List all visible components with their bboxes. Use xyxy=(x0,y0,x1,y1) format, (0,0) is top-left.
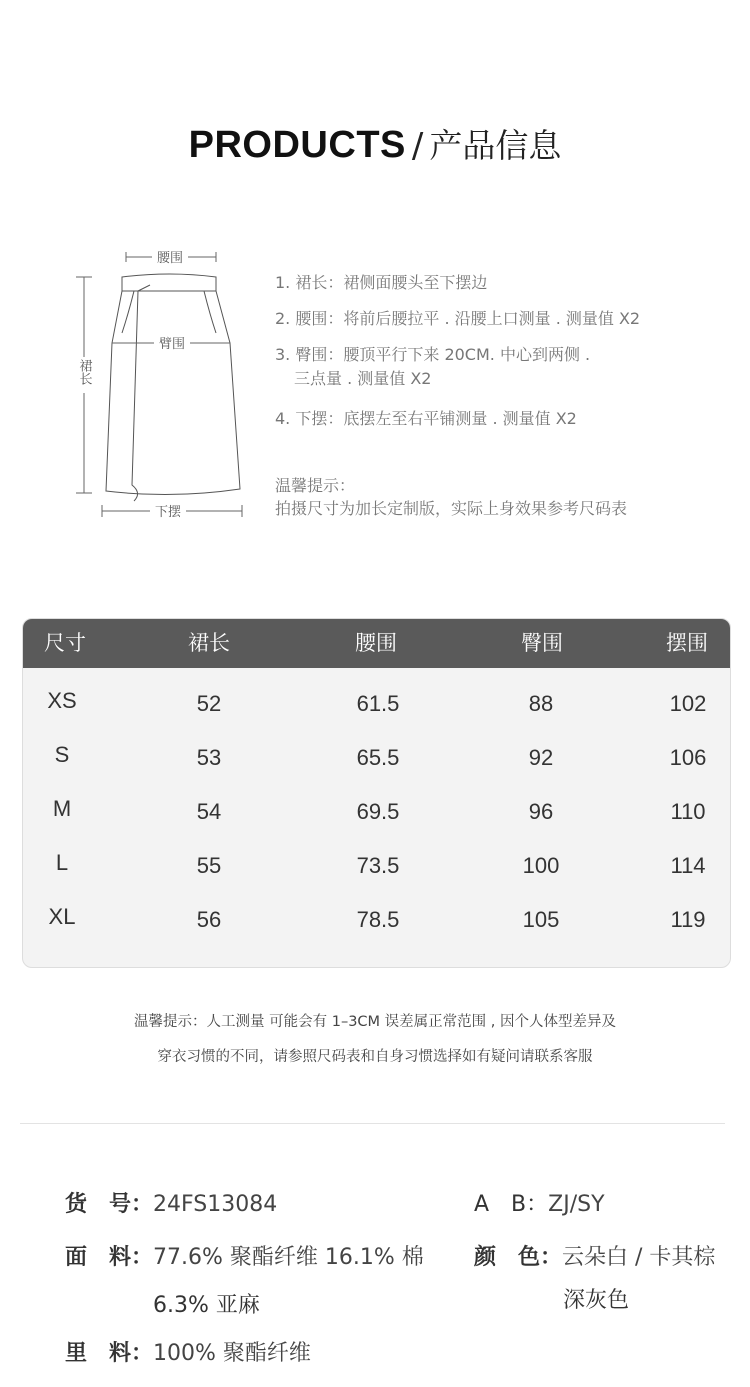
length-label: 裙长 xyxy=(76,359,92,385)
cell-waist: 78.5 xyxy=(356,907,400,932)
skirt-illustration xyxy=(72,245,252,530)
fabric-value-line-1: 77.6% 聚酯纤维 16.1% 棉 xyxy=(153,1245,424,1270)
note-item: 2. 腰围：将前后腰拉平 . 沿腰上口测量 . 测量值 X2 xyxy=(275,309,641,328)
note-item: 1. 裙长：裙侧面腰头至下摆边 xyxy=(275,273,488,292)
hip-label: 臂围 xyxy=(158,337,186,352)
note-item: 4. 下摆：底摆左至右平铺测量 . 测量值 X2 xyxy=(275,409,577,428)
header-hip: 臀围 xyxy=(521,631,563,655)
lining-label: 里 料： xyxy=(65,1341,154,1366)
lining-row xyxy=(65,1336,311,1367)
divider xyxy=(20,1123,725,1124)
color-value-line-2: 深灰色 xyxy=(563,1288,630,1313)
skirt-diagram xyxy=(72,245,252,530)
cell-hip: 96 xyxy=(528,799,554,824)
header-waist: 腰围 xyxy=(355,631,397,655)
tip-title: 温馨提示： xyxy=(275,476,356,495)
color-row xyxy=(474,1240,715,1271)
table-row xyxy=(23,785,730,839)
tip-text: 拍摄尺寸为加长定制版，实际上身效果参考尺码表 xyxy=(275,499,628,518)
table-row xyxy=(23,839,730,893)
size-table xyxy=(22,618,731,968)
cell-hem: 102 xyxy=(669,691,707,716)
cell-size: XL xyxy=(48,904,76,929)
cell-hem: 119 xyxy=(670,907,706,932)
title-separator: / xyxy=(411,126,424,166)
header-size: 尺寸 xyxy=(44,631,86,655)
cell-hip: 92 xyxy=(528,745,554,770)
cell-length: 55 xyxy=(196,853,222,878)
cell-waist: 65.5 xyxy=(356,745,400,770)
fabric-value-line-2: 6.3% 亚麻 xyxy=(153,1293,260,1318)
color-value-line-1: 云朵白 / 卡其棕 xyxy=(562,1245,716,1270)
cell-length: 53 xyxy=(196,745,222,770)
item-number-label: 货 号： xyxy=(65,1192,154,1217)
cell-length: 56 xyxy=(196,907,222,932)
hem-label: 下摆 xyxy=(154,505,182,520)
header-hem: 摆围 xyxy=(666,631,708,655)
cell-hip: 105 xyxy=(522,907,560,932)
cell-hip: 88 xyxy=(528,691,554,716)
note-item: 三点量 . 测量值 X2 xyxy=(294,369,432,388)
cell-size: L xyxy=(55,850,69,875)
table-row xyxy=(23,893,730,947)
item-number-value: 24FS13084 xyxy=(153,1192,278,1217)
page-title xyxy=(0,120,750,167)
title-cn: 产品信息 xyxy=(429,126,562,165)
ab-value: ZJ/SY xyxy=(548,1192,605,1217)
note-item: 3. 臀围：腰顶平行下来 20CM. 中心到两侧 . xyxy=(275,345,591,364)
cell-hem: 110 xyxy=(670,799,706,824)
cell-size: XS xyxy=(47,688,77,713)
cell-size: S xyxy=(54,742,70,767)
lining-value: 100% 聚酯纤维 xyxy=(153,1341,311,1366)
title-en: PRODUCTS xyxy=(188,124,406,166)
cell-hip: 100 xyxy=(522,853,560,878)
waist-label: 腰围 xyxy=(156,251,184,266)
color-label: 颜 色： xyxy=(474,1245,563,1270)
size-table-header xyxy=(23,619,730,668)
header-length: 裙长 xyxy=(188,631,230,655)
fabric-label: 面 料： xyxy=(65,1245,154,1270)
table-row xyxy=(23,731,730,785)
table-row xyxy=(23,677,730,731)
fabric-row xyxy=(65,1240,424,1271)
cell-waist: 73.5 xyxy=(356,853,400,878)
cell-hem: 106 xyxy=(669,745,707,770)
cell-size: M xyxy=(52,796,72,821)
ab-row xyxy=(474,1187,605,1218)
item-number-row xyxy=(65,1187,277,1218)
cell-length: 54 xyxy=(196,799,222,824)
cell-hem: 114 xyxy=(670,853,706,878)
cell-waist: 69.5 xyxy=(356,799,400,824)
footnote-line-2: 穿衣习惯的不同，请参照尺码表和自身习惯选择如有疑问请联系客服 xyxy=(157,1049,593,1065)
ab-label: A B： xyxy=(474,1192,549,1217)
cell-waist: 61.5 xyxy=(356,691,400,716)
cell-length: 52 xyxy=(196,691,222,716)
footnote-line-1: 温馨提示：人工测量 可能会有 1–3CM 误差属正常范围 , 因个人体型差异及 xyxy=(134,1014,616,1030)
